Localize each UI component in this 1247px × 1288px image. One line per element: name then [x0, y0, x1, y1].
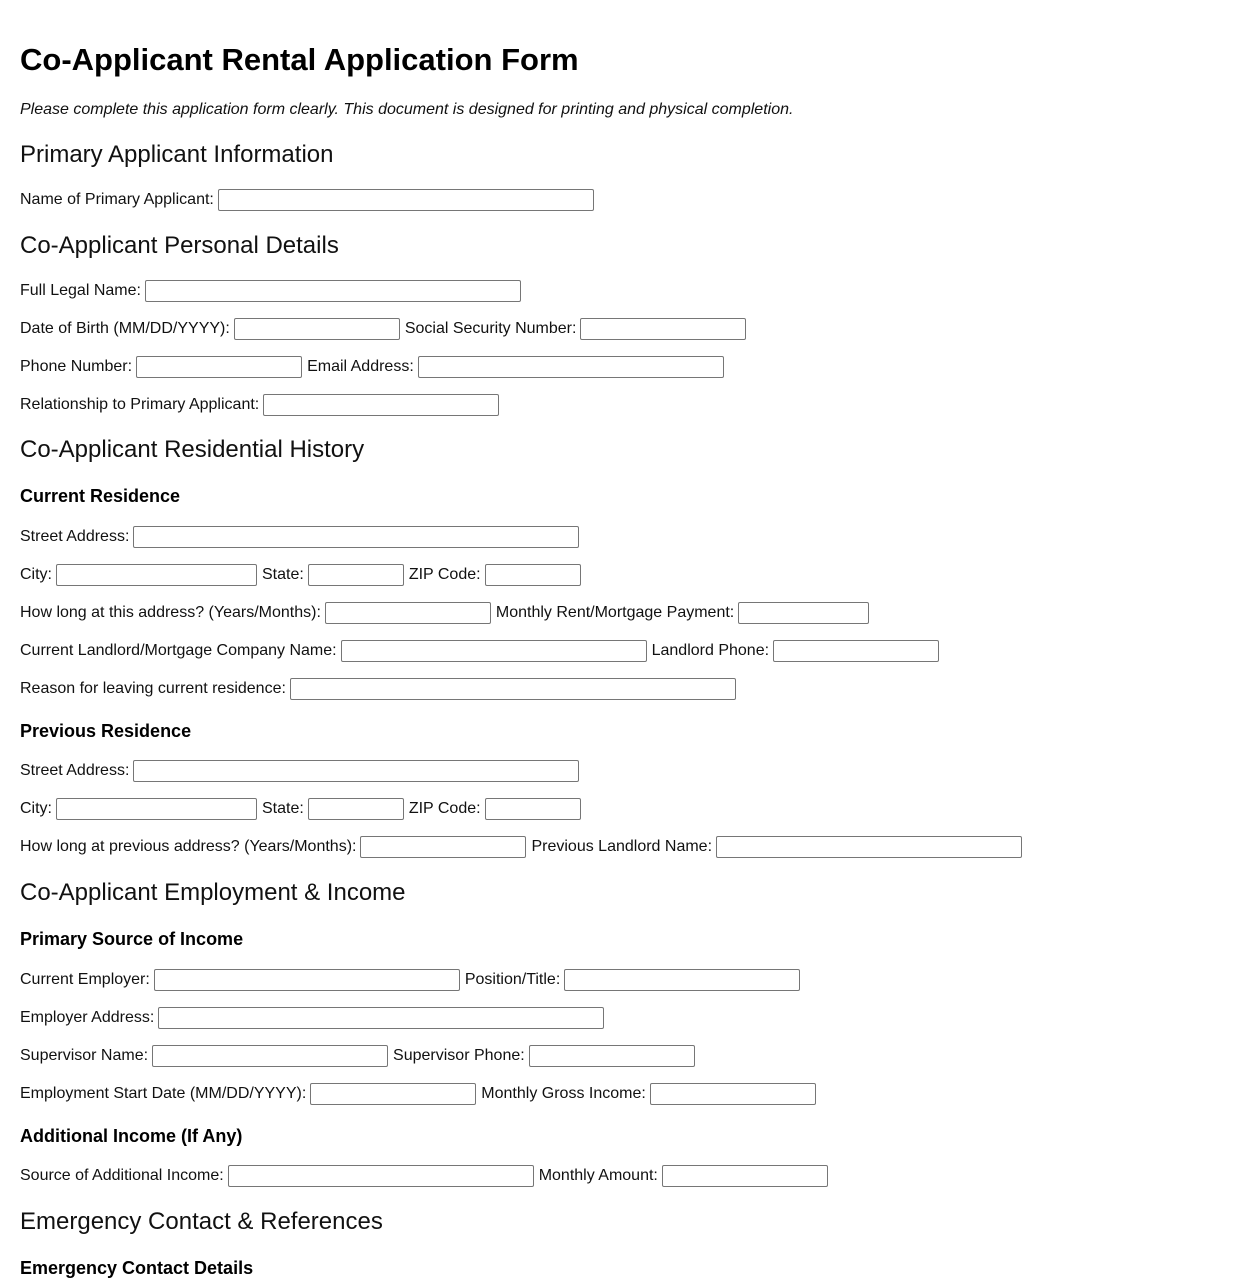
field-row-previous-street: [20, 760, 579, 782]
current-zip-label: ZIP Code:: [408, 566, 481, 583]
field-row-primary-name: [20, 189, 594, 211]
form-instructions: Please complete this application form clearly. This document is designed for printing and physical completion.: [20, 101, 794, 118]
field-row-previous-duration-landlord: [20, 836, 1022, 858]
monthly-gross-income-input[interactable]: [650, 1083, 816, 1105]
supervisor-name-input[interactable]: [152, 1045, 388, 1067]
field-row-current-street: [20, 526, 579, 548]
subheading-emergency-contact: Emergency Contact Details: [20, 1258, 254, 1278]
monthly-gross-income-label: Monthly Gross Income:: [481, 1085, 646, 1102]
field-row-reason-leaving: [20, 678, 736, 700]
field-row-supervisor: [20, 1045, 695, 1067]
previous-landlord-name-label: Previous Landlord Name:: [531, 838, 713, 855]
current-how-long-input[interactable]: [325, 602, 491, 624]
primary-applicant-name-label: Name of Primary Applicant:: [20, 191, 214, 208]
field-row-employer-position: [20, 969, 800, 991]
previous-state-label: State:: [262, 800, 304, 817]
previous-city-input[interactable]: [56, 798, 257, 820]
reason-leaving-label: Reason for leaving current residence:: [20, 680, 286, 697]
relationship-label: Relationship to Primary Applicant:: [20, 396, 260, 413]
current-employer-input[interactable]: [154, 969, 460, 991]
current-state-label: State:: [262, 566, 304, 583]
previous-how-long-input[interactable]: [360, 836, 526, 858]
current-street-address-label: Street Address:: [20, 528, 130, 545]
current-state-input[interactable]: [308, 564, 404, 586]
field-row-phone-email: [20, 356, 724, 378]
monthly-rent-label: Monthly Rent/Mortgage Payment:: [495, 604, 735, 621]
position-title-input[interactable]: [564, 969, 800, 991]
subheading-additional-income: Additional Income (If Any): [20, 1126, 243, 1146]
supervisor-name-label: Supervisor Name:: [20, 1047, 149, 1064]
field-row-full-name: [20, 280, 521, 302]
field-row-current-city-state-zip: [20, 564, 581, 586]
previous-landlord-name-input[interactable]: [716, 836, 1022, 858]
ssn-input[interactable]: [580, 318, 746, 340]
current-employer-label: Current Employer:: [20, 971, 150, 988]
current-zip-input[interactable]: [485, 564, 581, 586]
field-row-dob-ssn: [20, 318, 746, 340]
page-title: Co-Applicant Rental Application Form: [20, 42, 579, 77]
previous-how-long-label: How long at previous address? (Years/Months):: [20, 838, 357, 855]
additional-income-source-input[interactable]: [228, 1165, 534, 1187]
previous-state-input[interactable]: [308, 798, 404, 820]
current-how-long-label: How long at this address? (Years/Months):: [20, 604, 321, 621]
previous-city-label: City:: [20, 800, 52, 817]
subheading-previous-residence: Previous Residence: [20, 721, 192, 741]
ssn-label: Social Security Number:: [404, 320, 577, 337]
previous-street-address-label: Street Address:: [20, 762, 130, 779]
current-street-address-input[interactable]: [133, 526, 579, 548]
employer-address-label: Employer Address:: [20, 1009, 155, 1026]
previous-zip-label: ZIP Code:: [408, 800, 481, 817]
field-row-previous-city-state-zip: [20, 798, 581, 820]
field-row-current-landlord: [20, 640, 939, 662]
landlord-phone-label: Landlord Phone:: [651, 642, 770, 659]
phone-number-label: Phone Number:: [20, 358, 133, 375]
section-heading-primary-applicant: Primary Applicant Information: [20, 141, 334, 168]
email-address-label: Email Address:: [307, 358, 414, 375]
subheading-current-residence: Current Residence: [20, 486, 181, 506]
full-legal-name-label: Full Legal Name:: [20, 282, 141, 299]
additional-monthly-amount-input[interactable]: [662, 1165, 828, 1187]
employment-start-date-label: Employment Start Date (MM/DD/YYYY):: [20, 1085, 307, 1102]
additional-monthly-amount-label: Monthly Amount:: [538, 1167, 658, 1184]
field-row-relationship: [20, 394, 499, 416]
field-row-additional-income: [20, 1165, 828, 1187]
email-address-input[interactable]: [418, 356, 724, 378]
employer-address-input[interactable]: [158, 1007, 604, 1029]
field-row-start-date-income: [20, 1083, 816, 1105]
primary-applicant-name-input[interactable]: [218, 189, 594, 211]
section-heading-personal-details: Co-Applicant Personal Details: [20, 232, 339, 259]
current-landlord-name-label: Current Landlord/Mortgage Company Name:: [20, 642, 337, 659]
current-city-input[interactable]: [56, 564, 257, 586]
position-title-label: Position/Title:: [464, 971, 561, 988]
field-row-employer-address: [20, 1007, 604, 1029]
previous-street-address-input[interactable]: [133, 760, 579, 782]
date-of-birth-input[interactable]: [234, 318, 400, 340]
field-row-current-duration-rent: [20, 602, 869, 624]
subheading-primary-income: Primary Source of Income: [20, 929, 244, 949]
full-legal-name-input[interactable]: [145, 280, 521, 302]
reason-leaving-input[interactable]: [290, 678, 736, 700]
current-landlord-name-input[interactable]: [341, 640, 647, 662]
supervisor-phone-label: Supervisor Phone:: [393, 1047, 525, 1064]
relationship-input[interactable]: [263, 394, 499, 416]
section-heading-employment-income: Co-Applicant Employment & Income: [20, 879, 406, 906]
phone-number-input[interactable]: [136, 356, 302, 378]
landlord-phone-input[interactable]: [773, 640, 939, 662]
employment-start-date-input[interactable]: [310, 1083, 476, 1105]
section-heading-residential-history: Co-Applicant Residential History: [20, 436, 365, 463]
section-heading-emergency-references: Emergency Contact & References: [20, 1208, 383, 1235]
monthly-rent-input[interactable]: [738, 602, 869, 624]
previous-zip-input[interactable]: [485, 798, 581, 820]
additional-income-source-label: Source of Additional Income:: [20, 1167, 224, 1184]
supervisor-phone-input[interactable]: [529, 1045, 695, 1067]
current-city-label: City:: [20, 566, 52, 583]
date-of-birth-label: Date of Birth (MM/DD/YYYY):: [20, 320, 230, 337]
